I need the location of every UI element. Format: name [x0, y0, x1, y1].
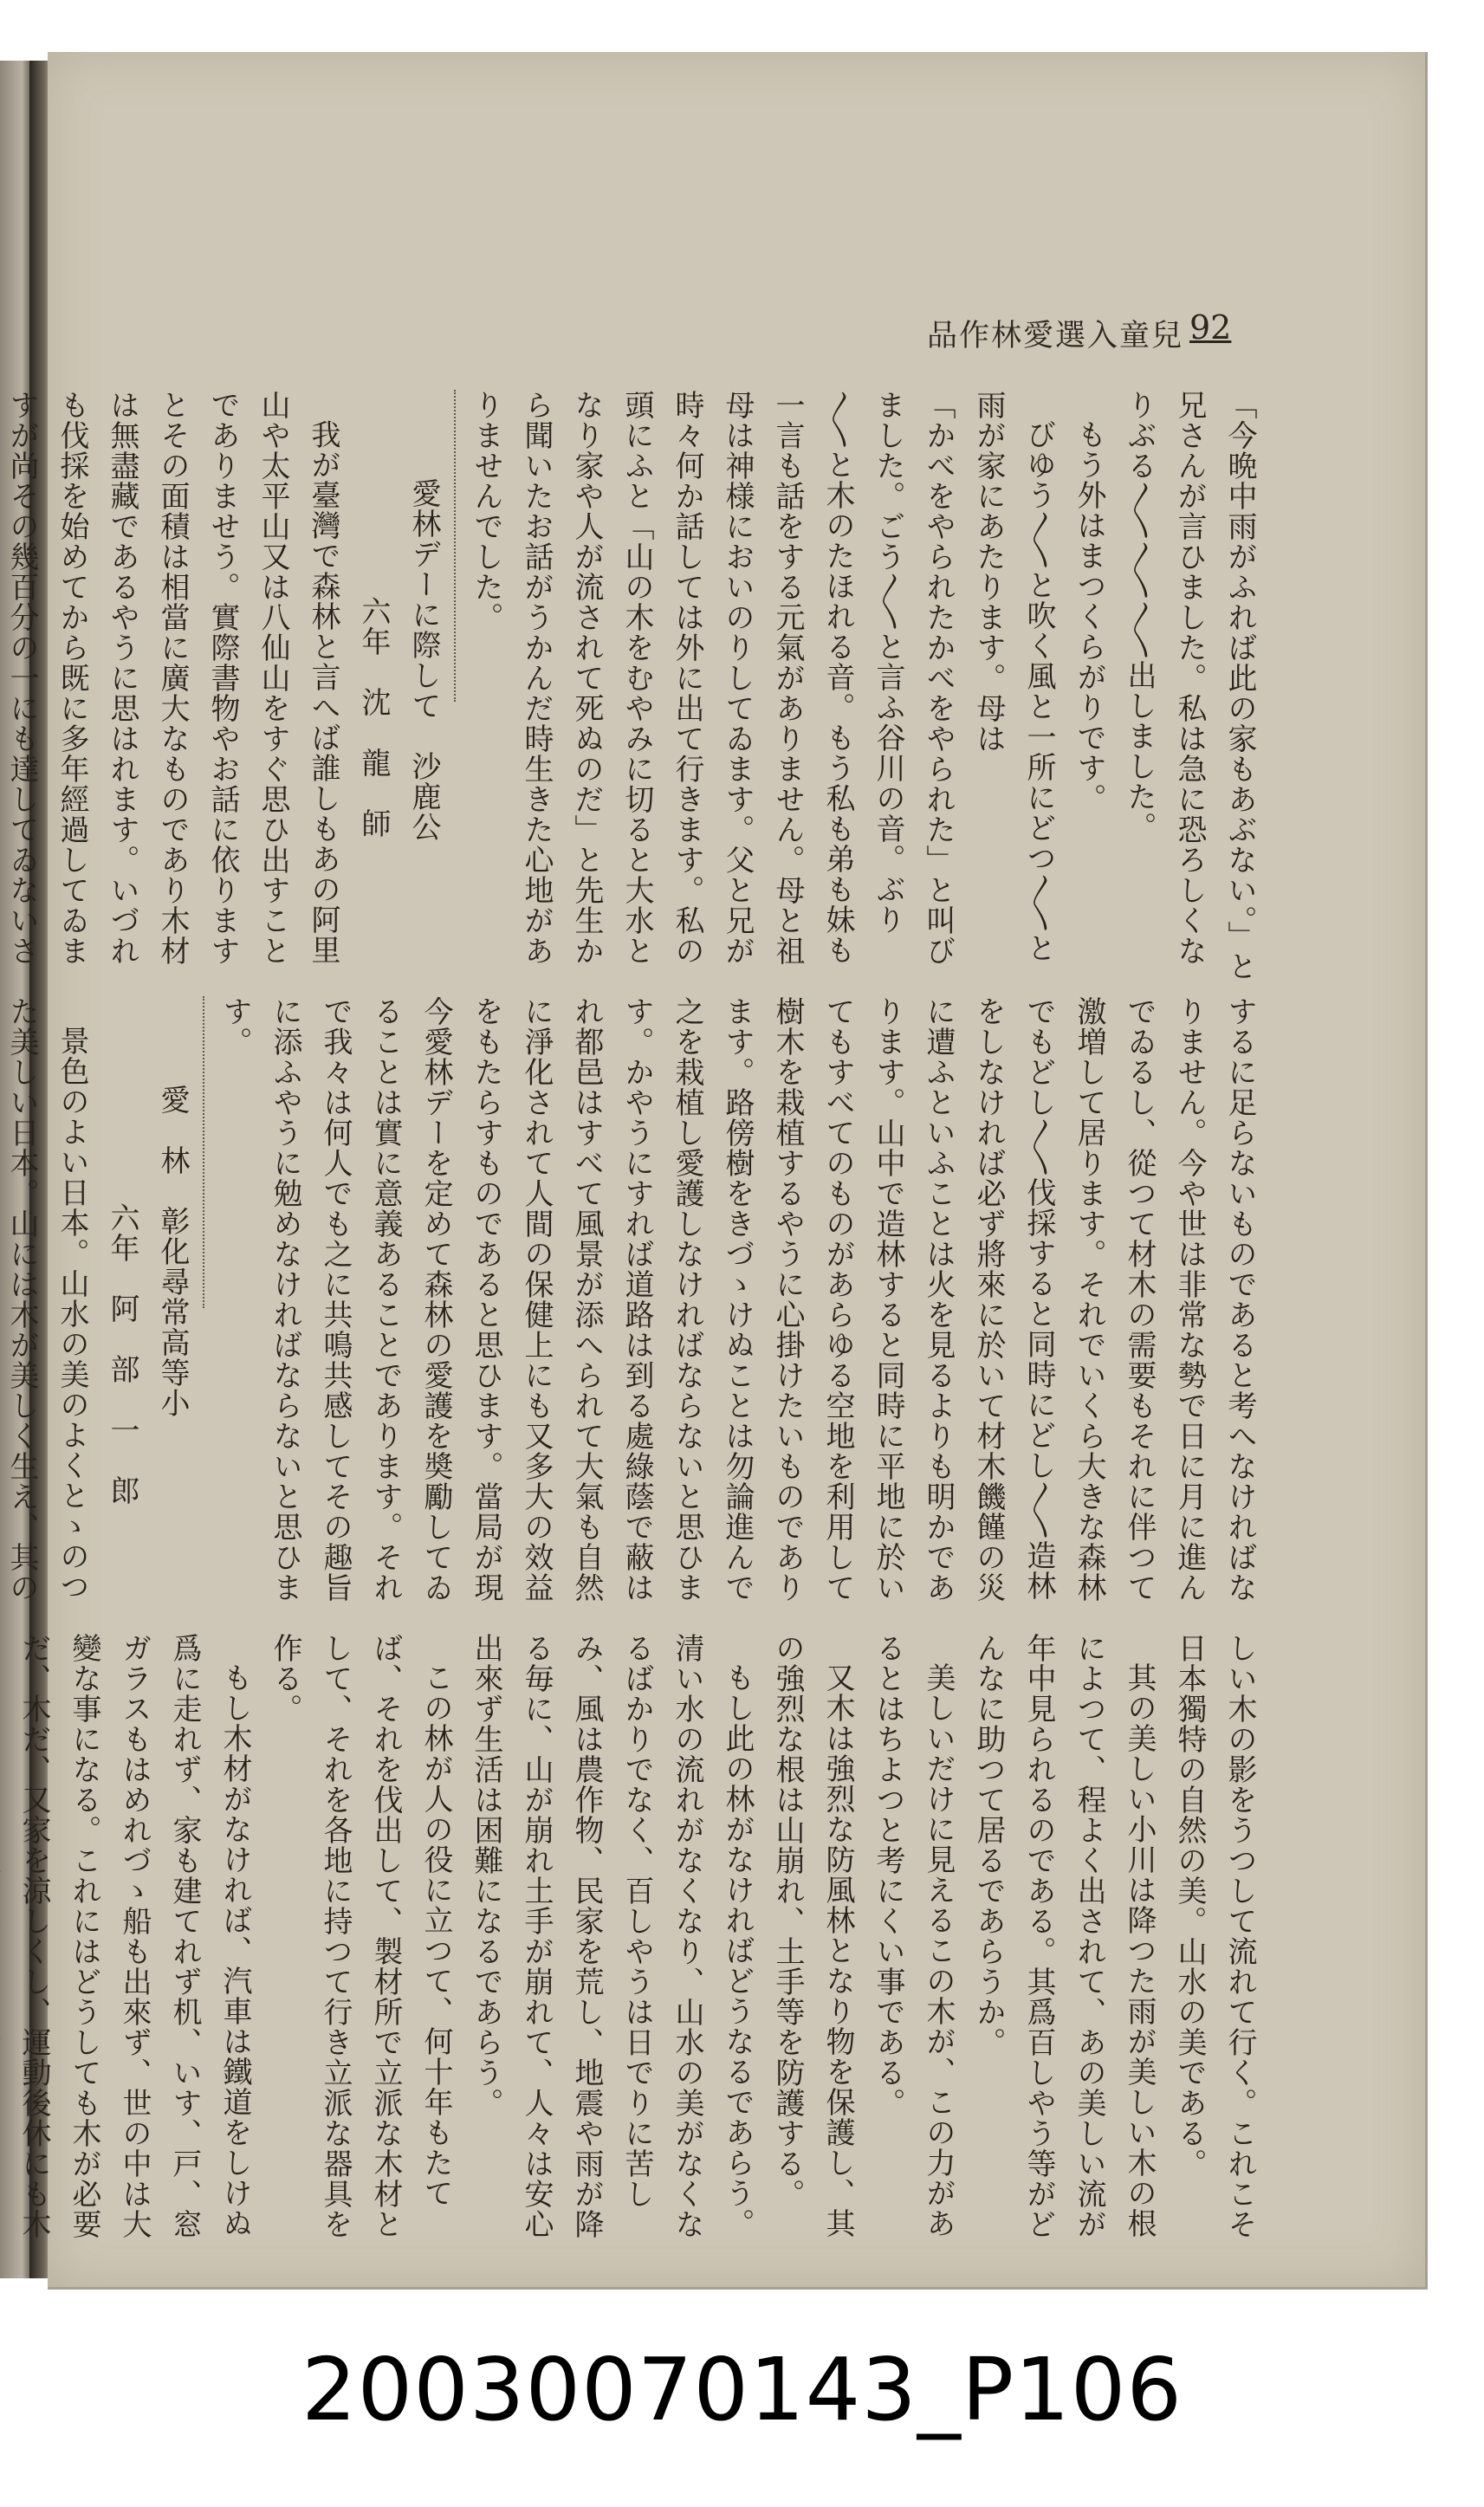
text-tier-bottom [16, 1633, 1265, 2239]
paragraph: 又木は強烈な防風林となり物を保護し、其の強烈な根は山崩れ、土手等を防護する。 [770, 1633, 855, 2238]
author-byline: 六年 阿 部 一 郎 [105, 1202, 139, 1506]
paragraph: しい木の影をうつして流れて行く。これこそ日本獨特の自然の美。山水の美である。 [1172, 1633, 1257, 2239]
paragraph: この林が人の役に立つて、何十年もたてば、それを伐出して、製材所で立派な木材として、それを各地に持つて行き立派な器具を作る。 [268, 1633, 453, 2239]
page-number: 92 [1189, 308, 1232, 347]
paragraph: びゆう〱と吹く風と一所にどつ〱と雨が家にあたります。母は [971, 390, 1056, 963]
paragraph: 美しいだけに見えるこの木が、この力があるとはちよつと考にくい事である。 [871, 1633, 956, 2238]
essay-title: 愛林デーに際して 沙鹿公 [406, 478, 441, 842]
essay-title: 愛 林 彰化尋常高等小 [155, 1085, 190, 1418]
paragraph: もし木材がなければ、汽車は鐵道をしけぬ爲に走れず、家も建てれず机、いす、戸、窓ガラスもはめれづゝ船も出來ず、世の中は大變な事になる。これにはどうしても木が必要だ、木だ、又家を涼しくし、運動後休にも木 [16, 1633, 252, 2239]
archive-id-caption: 20030070143_P106 [301, 2339, 1183, 2440]
paragraph: もう外はまつくらがりです。 [1072, 419, 1106, 813]
text-tier-middle [4, 996, 1265, 1620]
paragraph: 其の美しい小川は降つた雨が美しい木の根によつて、程よく出されて、あの美しい流が年中見られるのである。其爲百しやう等がどんなに助つて居るであらうか。 [971, 1633, 1157, 2239]
section-divider [454, 390, 456, 702]
paragraph: もし此の林がなければどうなるであらう。清い水の流れがなくなり、山水の美がなくなるばかりでなく、百しやうは日でりに苦しみ、風は農作物、民家を荒し、地震や雨が降る毎に、山が崩れ土手が崩れて、人々は安心出來ず生活は困難になるであらう。 [469, 1633, 755, 2239]
book-page [4, 52, 1428, 2290]
text-tier-top [4, 390, 1265, 988]
paragraph: 「今晩中雨がふれば此の家もあぶない。」と兄さんが言ひました。私は急に恐ろしくなりぶる〱〱〱出しました。 [1122, 390, 1257, 981]
author-byline: 六年 沈 龍 師 [356, 596, 391, 839]
paragraph: するに足らないものであると考へなければなりません。今や世は非常な勢で日に月に進んでゐるし、從つて材木の需要もそれに伴つて激増して居ります。それでいくら大きな森林でもどし〱伐採すると同時にどし〱造林をしなければ必ず將來に於いて材木饑饉の災に遭ふといふことは火を見るよりも明かであります。山中で造林すると同時に平地に於いてもすべてのものがあらゆる空地を利用して樹木を栽植するやうに心掛けたいものであります。路傍樹をきづゝけぬことは勿論進んで之を栽植し愛護しなければならないと思ひます。かやうにすれば道路は到る處綠蔭で蔽はれ都邑はすべて風景が添へられて大氣も自然に淨化されて人間の保健上にも又多大の效益をもたらすものであると思ひます。當局が現今愛林デーを定めて森林の愛護を奬勵してゐることは實に意義あることであります。それで我々は何人でも之に共鳴共感してその趣旨に添ふやうに勉めなければならないと思ひます。 [217, 996, 1257, 1603]
paragraph: 我が臺灣で森林と言へば誰しもあの阿里山や太平山又は八仙山をすぐ思ひ出すことでありませう。實際書物やお話に依りますとその面積は相當に廣大なものであり木材は無盡藏であるやうに思はれます。いづれも伐採を始めてから既に多年經過してゐますが尚その幾百分の一にも達してゐないさ [4, 390, 340, 966]
running-header-title: 品作林愛選入童兒 [927, 319, 1184, 353]
section-divider [203, 996, 204, 1308]
paragraph: 景色のよい日本。山水の美のよくとゝのつた美しい日本。山には木が美しく生え、其の [4, 996, 89, 1603]
paragraph: 「かべをやられたかべをやられた」と叫びました。ごう〱と言ふ谷川の音。ぶり〱と木のたほれる音。もう私も弟も妹も一言も話をする元氣がありません。母と祖母は神様においのりしてゐます。父と兄が時々何か話しては外に出て行きます。私の頭にふと「山の木をむやみに切ると大水となり家や人が流されて死ぬのだ」と先生から聞いたお話がうかんだ時生きた心地がありませんでした。 [469, 390, 956, 966]
